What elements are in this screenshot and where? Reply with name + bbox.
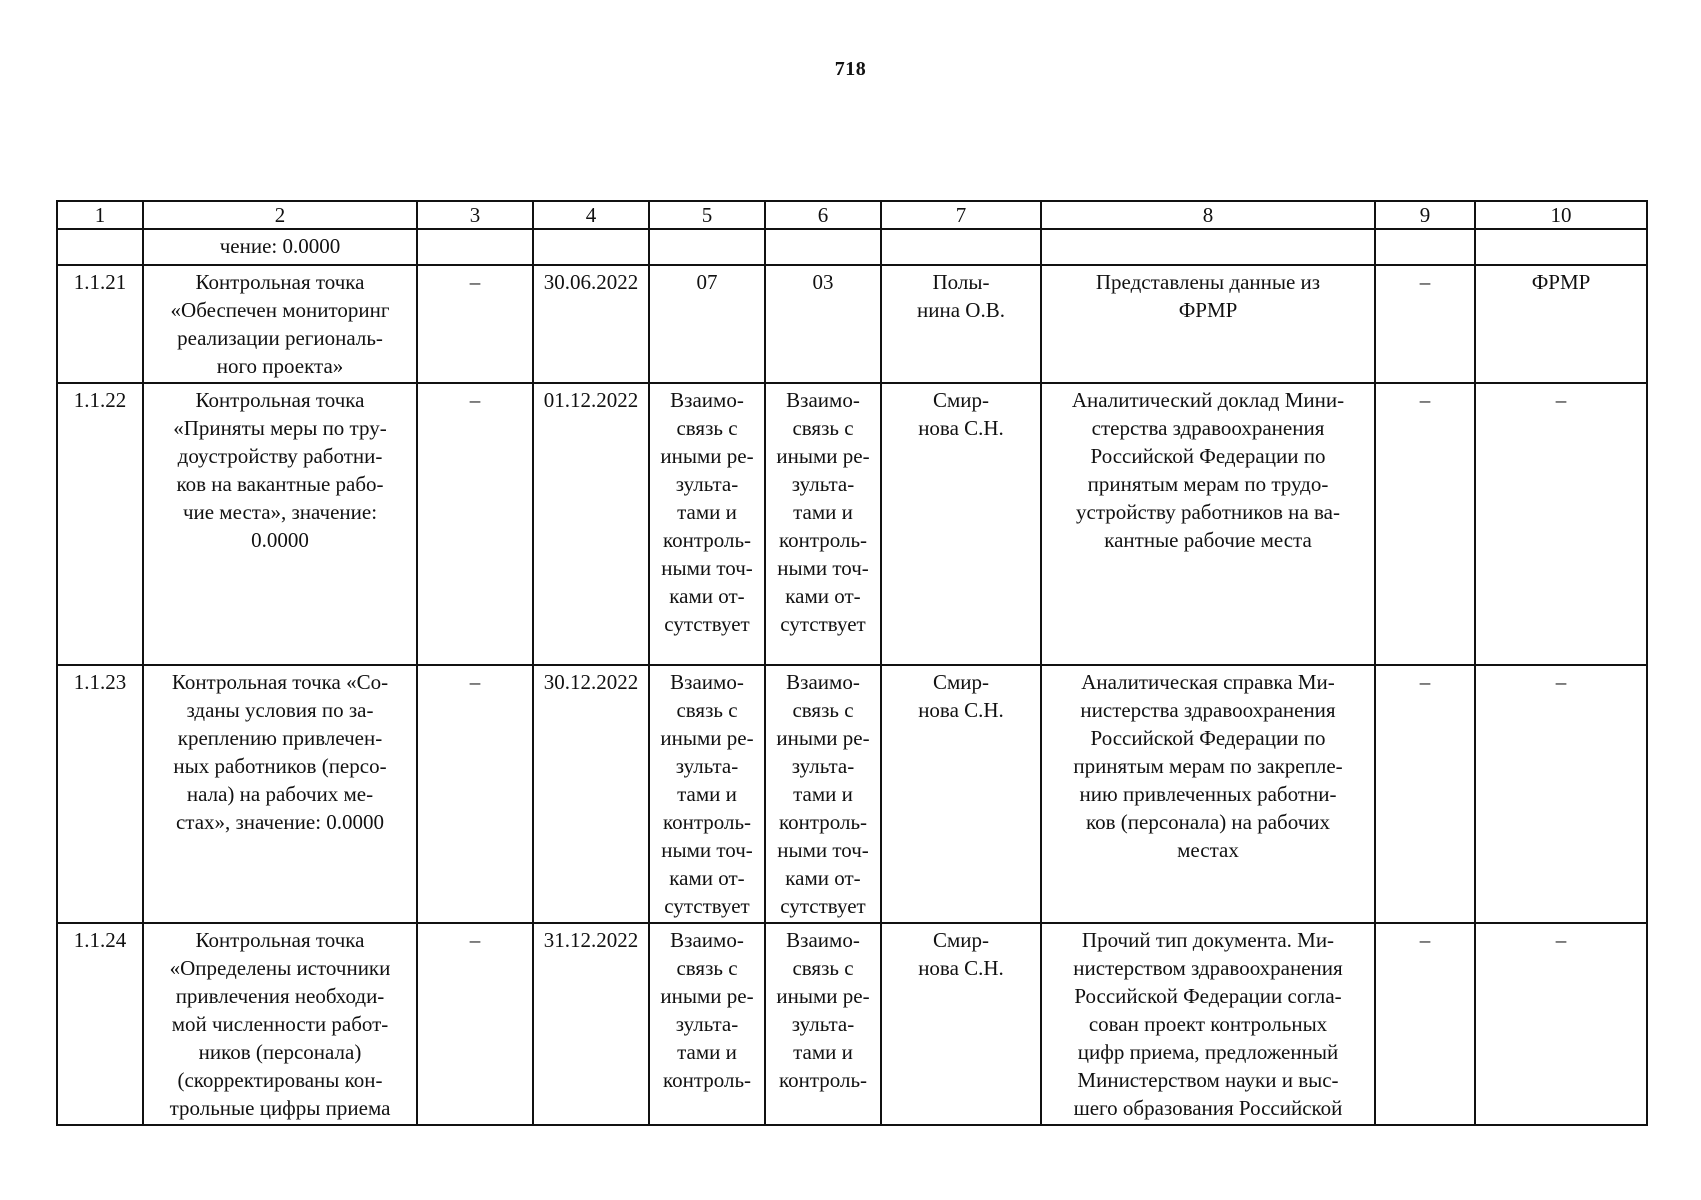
table-row [57,383,1647,665]
cell-empty [417,229,533,265]
cell-col6: 03 [765,265,881,383]
cell-number: 1.1.21 [57,265,143,383]
cell-col6: Взаимо- связь с иными ре- зульта- тами и контроль- ными точ- ками от- сутствует [765,665,881,923]
header-cell: 4 [533,201,649,229]
header-cell: 1 [57,201,143,229]
cell-col10: – [1475,665,1647,923]
cell-empty [1041,229,1375,265]
cell-col5: Взаимо- связь с иными ре- зульта- тами и контроль- [649,923,765,1125]
cell-empty [533,229,649,265]
cell-number: 1.1.22 [57,383,143,665]
table-row [57,265,1647,383]
cell-col10: – [1475,923,1647,1125]
header-cell: 2 [143,201,417,229]
cell-col9: – [1375,383,1475,665]
cell-col9: – [1375,665,1475,923]
cell-col10: – [1475,383,1647,665]
cell-empty [57,229,143,265]
header-cell: 7 [881,201,1041,229]
cell-date: 31.12.2022 [533,923,649,1125]
cell-document: Аналитический доклад Мини- стерства здравоохранения Российской Федерации по принятым мерам по трудо- устройству работников на ва- кантные рабочие места [1041,383,1375,665]
header-cell: 8 [1041,201,1375,229]
cell-col6: Взаимо- связь с иными ре- зульта- тами и контроль- ными точ- ками от- сутствует [765,383,881,665]
cell-number: 1.1.23 [57,665,143,923]
cell-responsible: Смир- нова С.Н. [881,923,1041,1125]
cell-col9: – [1375,265,1475,383]
cell-responsible: Смир- нова С.Н. [881,383,1041,665]
header-cell: 5 [649,201,765,229]
header-cell: 6 [765,201,881,229]
plan-table [56,200,1648,1126]
table-row [57,665,1647,923]
cell-date: 30.06.2022 [533,265,649,383]
cell-name: Контрольная точка «Определены источники привлечения необходи- мой численности работ- ников (персонала) (скорректированы кон- трольные цифры приема [143,923,417,1125]
continuation-row [57,229,1647,265]
cell-col5: 07 [649,265,765,383]
cell-col3: – [417,265,533,383]
cell-number: 1.1.24 [57,923,143,1125]
cell-col10: ФРМР [1475,265,1647,383]
cell-name: Контрольная точка «Со- зданы условия по за- креплению привлечен- ных работников (персо- нала) на рабочих ме- стах», значение: 0.0000 [143,665,417,923]
cell-empty [881,229,1041,265]
cell-col3: – [417,383,533,665]
cell-name: чение: 0.0000 [143,229,417,265]
cell-name: Контрольная точка «Обеспечен мониторинг реализации региональ- ного проекта» [143,265,417,383]
cell-col3: – [417,665,533,923]
cell-col5: Взаимо- связь с иными ре- зульта- тами и контроль- ными точ- ками от- сутствует [649,665,765,923]
cell-date: 01.12.2022 [533,383,649,665]
cell-empty [649,229,765,265]
header-cell: 3 [417,201,533,229]
table-header-row [57,201,1647,229]
cell-name: Контрольная точка «Приняты меры по тру- доустройству работни- ков на вакантные рабо- чие места», значение: 0.0000 [143,383,417,665]
cell-col6: Взаимо- связь с иными ре- зульта- тами и контроль- [765,923,881,1125]
cell-col3: – [417,923,533,1125]
cell-document: Прочий тип документа. Ми- нистерством здравоохранения Российской Федерации согла- сован проект контрольных цифр приема, предложенный Министерством науки и выс- шего образования Российской [1041,923,1375,1125]
cell-empty [765,229,881,265]
table-row [57,923,1647,1125]
header-cell: 10 [1475,201,1647,229]
cell-responsible: Полы- нина О.В. [881,265,1041,383]
header-cell: 9 [1375,201,1475,229]
cell-document: Представлены данные из ФРМР [1041,265,1375,383]
cell-empty [1375,229,1475,265]
page-number: 718 [834,58,867,80]
cell-date: 30.12.2022 [533,665,649,923]
cell-col9: – [1375,923,1475,1125]
cell-responsible: Смир- нова С.Н. [881,665,1041,923]
cell-empty [1475,229,1647,265]
cell-col5: Взаимо- связь с иными ре- зульта- тами и контроль- ными точ- ками от- сутствует [649,383,765,665]
cell-document: Аналитическая справка Ми- нистерства здравоохранения Российской Федерации по принятым мерам по закрепле- нию привлеченных работни- ков (персонала) на рабочих местах [1041,665,1375,923]
